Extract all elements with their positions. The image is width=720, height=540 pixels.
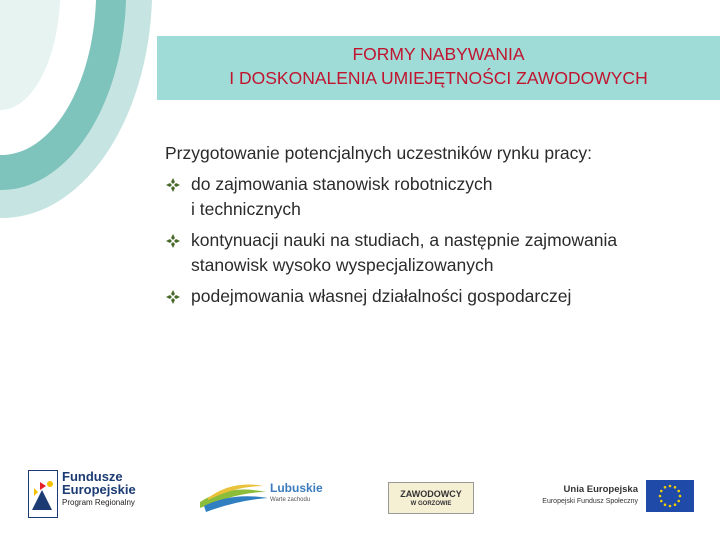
bullet-line: stanowisk wysoko wyspecjalizowanych: [191, 255, 494, 275]
bullet-line: kontynuacji nauki na studiach, a następnie zajmowania: [191, 230, 618, 250]
bullet-line: podejmowania własnej działalności gospodarczej: [191, 286, 572, 306]
footer-logos: [0, 462, 720, 532]
intro-text: Przygotowanie potencjalnych uczestników rynku pracy:: [165, 143, 593, 163]
list-item: [165, 172, 705, 222]
lubuskie-line-1: Lubuskie: [270, 481, 323, 495]
fundusze-europejskie-label: [62, 470, 136, 509]
lubuskie-logo-icon: [198, 478, 270, 514]
lubuskie-line-2: Warte zachodu: [270, 497, 311, 503]
list-item: [165, 228, 705, 278]
content-body: [165, 141, 705, 315]
fundusze-europejskie-logo-icon: [28, 470, 58, 518]
list-item: [165, 284, 705, 309]
lubuskie-label: [270, 482, 323, 506]
fe-line-3: Program Regionalny: [62, 498, 135, 507]
ue-line-2: Europejski Fundusz Społeczny: [542, 498, 638, 505]
title-line-1: FORMY NABYWANIA: [352, 44, 525, 64]
diamond-bullet-icon: [165, 233, 181, 249]
eu-flag-icon: [646, 480, 694, 512]
fe-line-2: Europejskie: [62, 482, 136, 497]
decorative-arcs: [0, 0, 160, 230]
zawodowcy-logo: [388, 482, 474, 514]
page-title: [157, 36, 720, 100]
ue-line-1: Unia Europejska: [563, 484, 638, 495]
zawodowcy-line-2: W GORZOWIE: [410, 501, 452, 507]
title-line-2: I DOSKONALENIA UMIEJĘTNOŚCI ZAWODOWYCH: [229, 68, 648, 88]
diamond-bullet-icon: [165, 177, 181, 193]
fe-line-1: Fundusze: [62, 469, 123, 484]
diamond-bullet-icon: [165, 289, 181, 305]
bullet-line: do zajmowania stanowisk robotniczych: [191, 174, 493, 194]
unia-europejska-label: [538, 484, 638, 508]
bullet-line: i technicznych: [191, 199, 301, 219]
zawodowcy-line-1: ZAWODOWCY: [400, 489, 462, 499]
